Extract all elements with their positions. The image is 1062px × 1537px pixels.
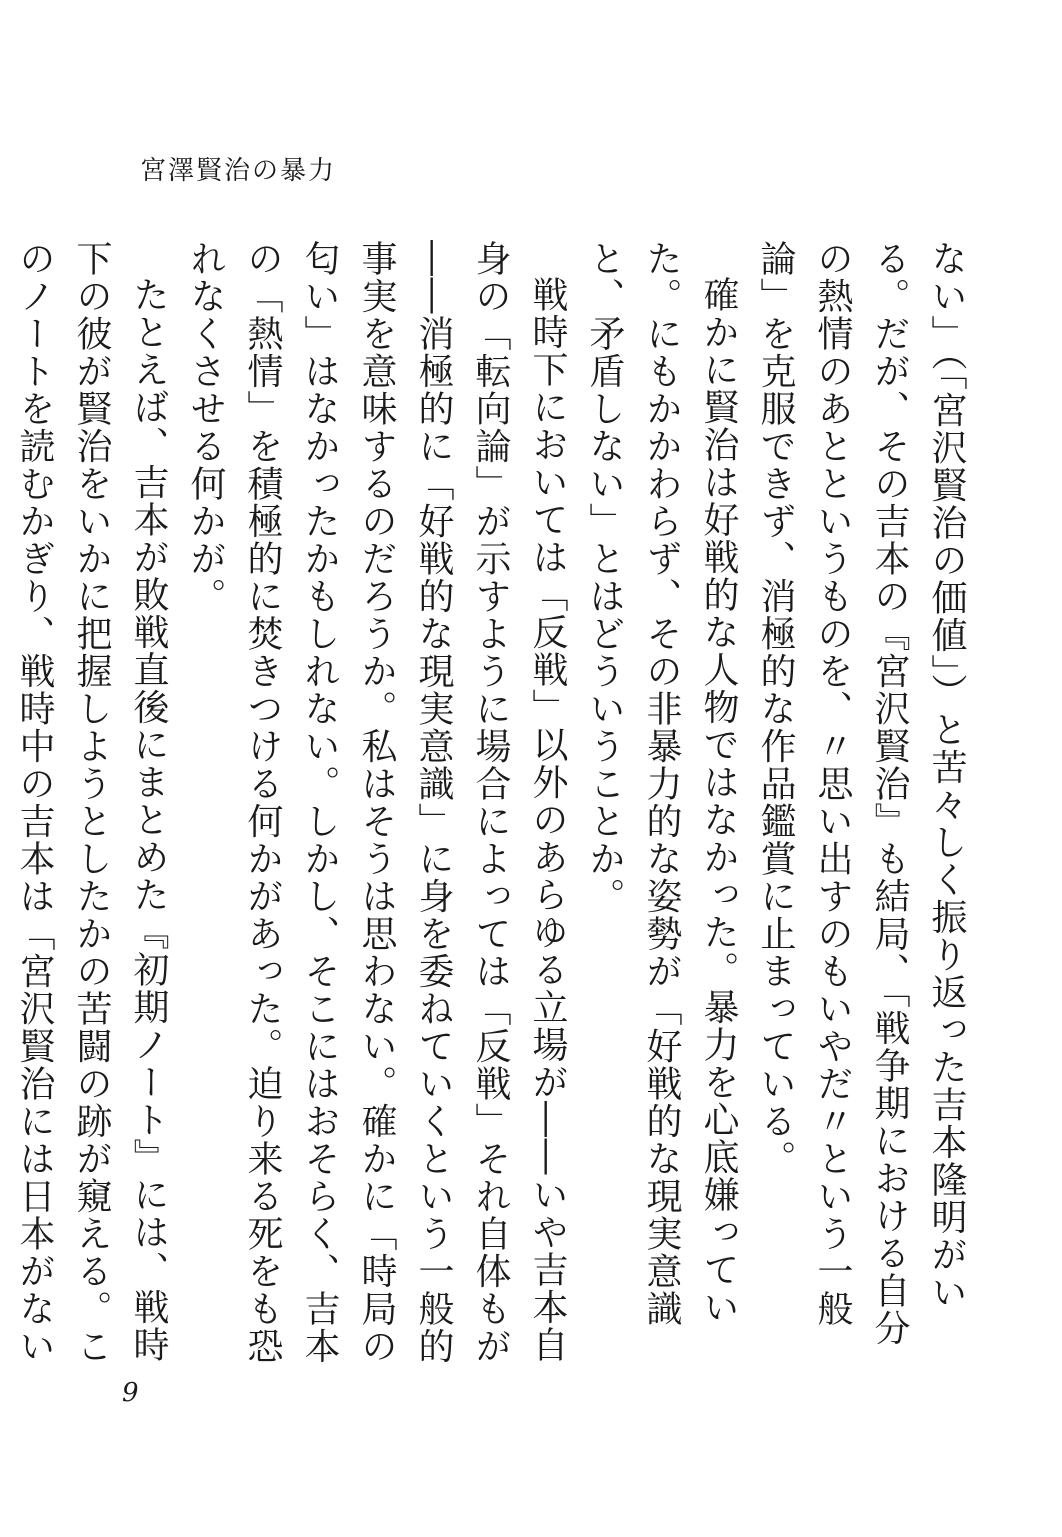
page-number: 9 xyxy=(122,1378,139,1408)
paragraph-1: ない」（「宮沢賢治の価値」）と苦々しく振り返った吉本隆明がいる。だが、その吉本の『宮沢賢治』も結局、「戦争期における自分の熱情のあとというものを、〃思い出すのもいやだ〃という一般論」を克服できず、消極的な作品鑑賞に止まっている。 xyxy=(755,240,967,1347)
body-text xyxy=(14,240,975,1365)
paragraph-2: 確かに賢治は好戦的な人物ではなかった。暴力を心底嫌っていた。にもかかわらず、その非暴力的な姿勢が「好戦的な現実意識と、矛盾しない」とはどういうことか。 xyxy=(584,240,739,1328)
running-head: 宮澤賢治の暴力 xyxy=(140,156,337,186)
paragraph-4: たとえば、吉本が敗戦直後にまとめた『初期ノート』には、戦時下の彼が賢治をいかに把握しようとしたかの苦闘の跡が窺える。このノートを読むかぎり、戦時中の吉本は「宮沢賢治には日本がない xyxy=(14,240,169,1365)
paragraph-3: 戦時下においては「反戦」以外のあらゆる立場が――いや吉本自身の「転向論」が示すように場合によっては「反戦」それ自体もが――消極的に「好戦的な現実意識」に身を委ねていくという一般的事実を意味するのだろうか。私はそうは思わない。確かに「時局の匂い」はなかったかもしれない。しかし、そこにはおそらく、吉本の「熱情」を積極的に焚きつける何かがあった。迫り来る死をも恐れなくさせる何かが。 xyxy=(185,240,568,1365)
